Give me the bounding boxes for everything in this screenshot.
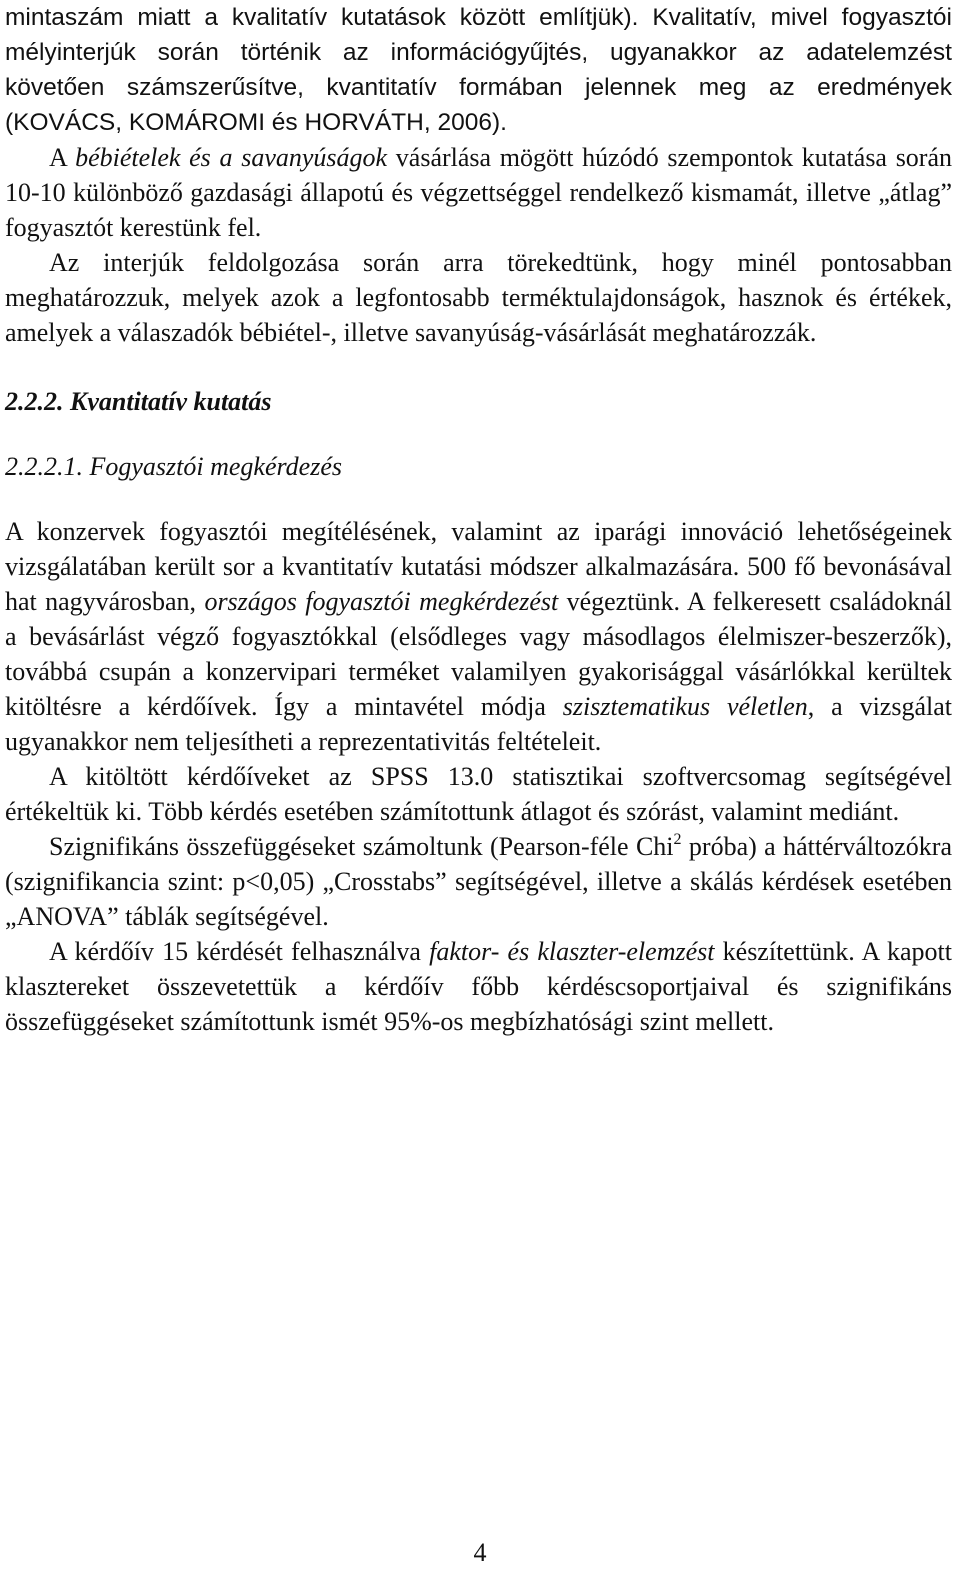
paragraph-survey [5, 514, 952, 759]
paragraph-survey-italic-2: szisztematikus véletlen [562, 692, 808, 721]
section-heading-quantitative: 2.2.2. Kvantitatív kutatás [5, 387, 272, 416]
page-number: 4 [473, 1538, 487, 1567]
paragraph-baby-food-rest: vásárlása mögött húzódó szempontok kutatása során 10-10 különböző gazdasági állapotú és végzettséggel rendelkező kismamát, illetve „átlag” fogyasztót kerestünk fel. [5, 143, 953, 242]
superscript-two: 2 [673, 831, 682, 848]
paragraph-cluster [5, 934, 952, 1039]
paragraph-survey-e: , a vizsgálat ugyanakkor nem teljesítheti a reprezentativitás feltételeit. [5, 692, 952, 756]
paragraph-cluster-c: készítettünk. A kapott klasztereket összevetettük a kérdőív főbb kérdéscsoportjaival és szignifikáns összefüggéseket számítottunk ismét 95%-os megbízhatósági szint mellett. [5, 937, 953, 1036]
paragraph-survey-a: A konzervek fogyasztói megítélésének, valamint az iparági innováció lehetőségeinek vizsgálatában került sor a kvantitatív kutatási módszer alkalmazására. 500 fő bevonásával hat nagyvárosban, [5, 517, 952, 616]
paragraph-significance [5, 829, 952, 934]
subsection-heading-survey: 2.2.2.1. Fogyasztói megkérdezés [5, 452, 342, 481]
paragraph-significance-a: Szignifikáns összefüggéseket számoltunk (Pearson-féle Chi [49, 832, 674, 861]
paragraph-cluster-italic: faktor- és klaszter-elemzést [429, 937, 715, 966]
paragraph-baby-food [5, 140, 952, 245]
paragraph-survey-italic-1: országos fogyasztói megkérdezést [204, 587, 559, 616]
paragraph-spss: A kitöltött kérdőíveket az SPSS 13.0 statisztikai szoftvercsomag segítségével értékeltük ki. Több kérdés esetében számítottunk átlagot és szórást, valamint mediánt. [5, 762, 952, 826]
paragraph-interviews: Az interjúk feldolgozása során arra törekedtünk, hogy minél pontosabban meghatározzuk, melyek azok a legfontosabb terméktulajdonságok, hasznok és értékek, amelyek a válaszadók bébiétel-, illetve savanyúság-vásárlását meghatározzák. [5, 248, 952, 347]
paragraph-intro: mintaszám miatt a kvalitatív kutatások között említjük). Kvalitatív, mivel fogyasztói mélyinterjúk során történik az információgyűjtés, ugyanakkor az adatelemzést követően számszerűsítve, kvantitatív formában jelennek meg az eredmények (KOVÁCS, KOMÁROMI és HORVÁTH, 2006). [5, 4, 952, 136]
paragraph-baby-food-lead: A [49, 143, 76, 172]
document-page [5, 0, 952, 1039]
paragraph-significance-b: próba) a háttérváltozókra (szignifikancia szint: p<0,05) „Crosstabs” segítségével, illetve a skálás kérdések esetében „ANOVA” táblák segítségével. [5, 832, 952, 931]
paragraph-cluster-a: A kérdőív 15 kérdését felhasználva [49, 937, 430, 966]
paragraph-survey-c: végeztünk. A felkeresett családoknál a bevásárlást végző fogyasztókkal (elsődleges vagy másodlagos élelmiszer-beszerzők), továbbá csupán a konzervipari terméket valamilyen gyakorisággal vásárlókkal kerültek kitöltésre a kérdőívek. Így a mintavétel módja [5, 587, 952, 721]
paragraph-baby-food-italic: bébiételek és a savanyúságok [75, 143, 388, 172]
